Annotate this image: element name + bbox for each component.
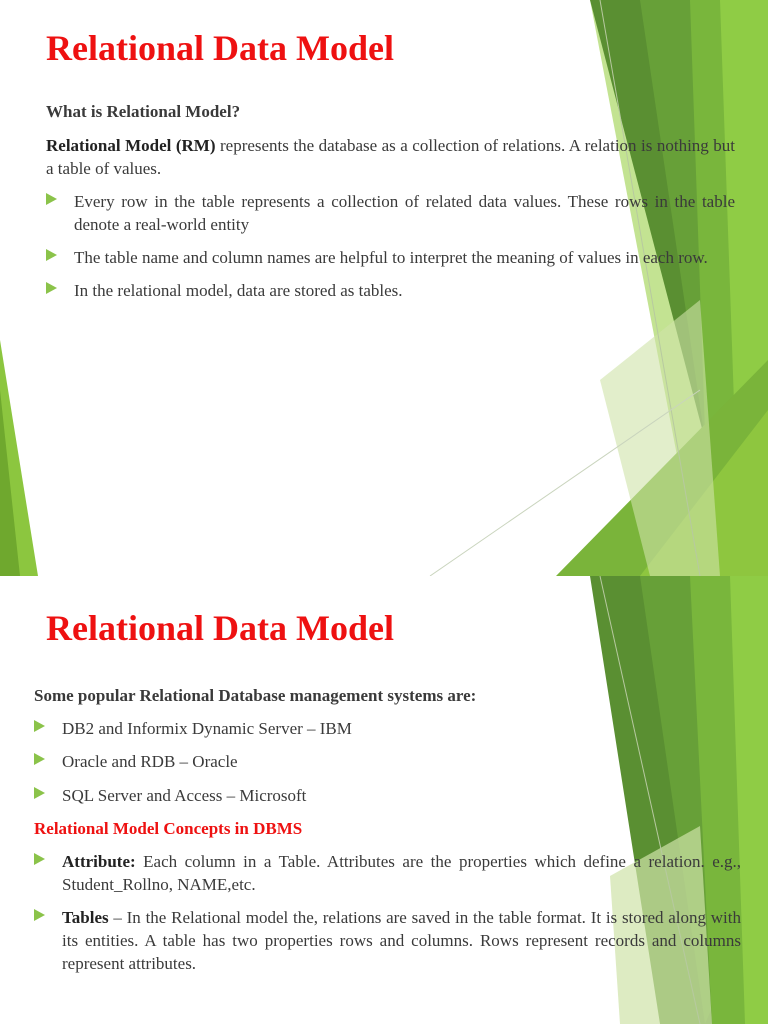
slide-2 <box>0 576 768 1024</box>
page-title: Relational Data Model <box>46 28 394 68</box>
intro-paragraph <box>46 134 735 180</box>
section-question: What is Relational Model? <box>46 102 241 121</box>
slide-2-body <box>34 684 741 975</box>
list-item-text: In the relational model, data are stored as tables. <box>74 281 403 300</box>
list-item <box>34 717 741 740</box>
concept-text: Each column in a Table. Attributes are the properties which define a relation. e.g., Student_Rollno, NAME,etc. <box>62 852 741 894</box>
concept-term: Tables <box>62 908 109 927</box>
concept-term: Attribute: <box>62 852 136 871</box>
page-title: Relational Data Model <box>46 608 394 648</box>
bullet-triangle-icon <box>34 787 45 799</box>
list-item <box>46 279 735 302</box>
list-item-text: DB2 and Informix Dynamic Server – IBM <box>62 719 352 738</box>
concepts-heading: Relational Model Concepts in DBMS <box>34 819 303 838</box>
list-item-text: The table name and column names are helpful to interpret the meaning of values in each row. <box>74 248 708 267</box>
list-item <box>34 850 741 896</box>
list-item-text: Oracle and RDB – Oracle <box>62 752 238 771</box>
bullet-triangle-icon <box>34 853 45 865</box>
systems-heading: Some popular Relational Database management systems are: <box>34 686 477 705</box>
bullet-triangle-icon <box>34 909 45 921</box>
list-item-text: SQL Server and Access – Microsoft <box>62 786 307 805</box>
bullet-triangle-icon <box>46 249 57 261</box>
bullet-triangle-icon <box>34 720 45 732</box>
intro-text: represents the database as a collection of relations. A relation is nothing but a table of values. <box>46 136 735 178</box>
concept-text: – In the Relational model the, relations are saved in the table format. It is stored along with its entities. A table has two properties rows and columns. Rows represent records and columns represent attributes. <box>62 908 741 973</box>
list-item <box>34 750 741 773</box>
list-item <box>46 190 735 236</box>
list-item <box>34 906 741 975</box>
list-item-text: Every row in the table represents a collection of related data values. These rows in the table denote a real-world entity <box>74 192 735 234</box>
bullet-triangle-icon <box>46 193 57 205</box>
list-item <box>34 784 741 807</box>
slide-1-body <box>46 100 735 302</box>
intro-term: Relational Model (RM) <box>46 136 216 155</box>
list-item <box>46 246 735 269</box>
bullet-triangle-icon <box>34 753 45 765</box>
bullet-triangle-icon <box>46 282 57 294</box>
